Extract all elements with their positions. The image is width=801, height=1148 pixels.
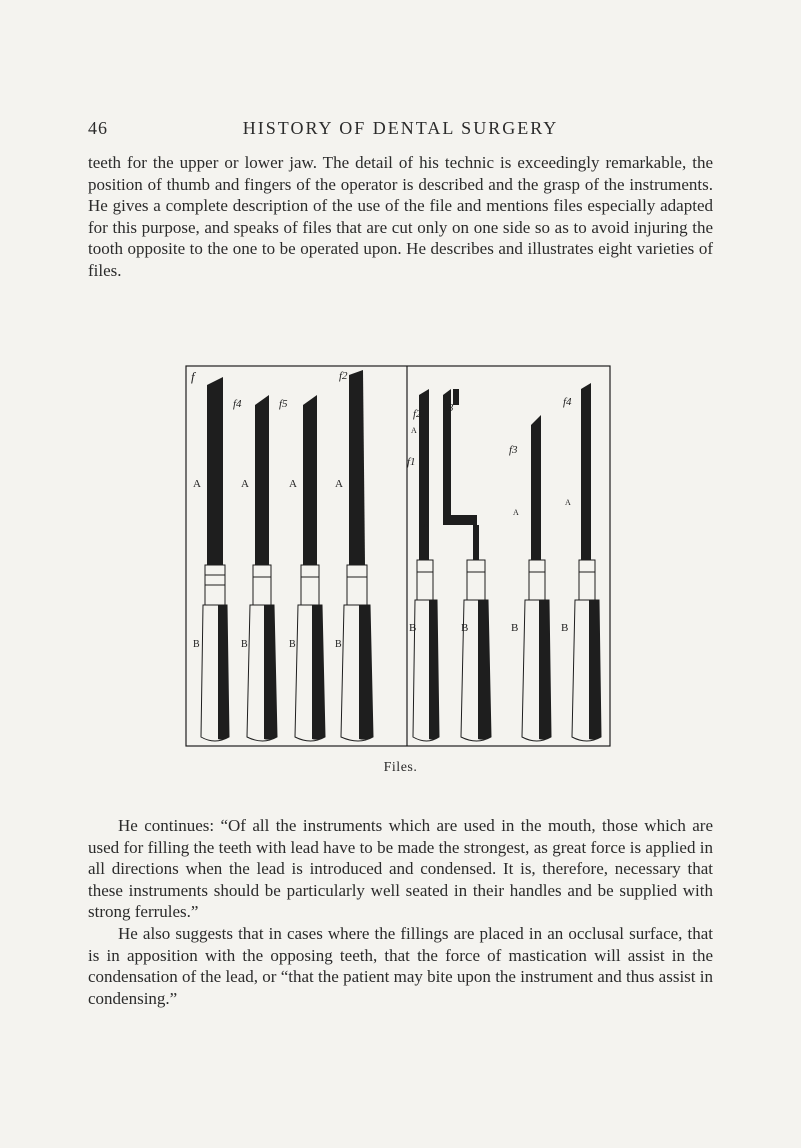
label-a-5: A [411, 426, 417, 435]
page-header [0, 118, 801, 142]
running-head: HISTORY OF DENTAL SURGERY [242, 118, 559, 138]
label-b-8: B [561, 622, 569, 634]
label-a-3: A [289, 478, 297, 490]
paragraph-3-text: He also suggests that in cases where the fillings are placed in an occlusal surface, that is in apposition with the opposing teeth, that the force of mastication will assist in the condensation of the lead, or “that the patient may bite upon the instrument and thus assist in condensing.” [88, 924, 713, 1008]
file-2 [247, 395, 277, 741]
file-5 [413, 389, 439, 741]
figure-caption: Files. [383, 760, 418, 775]
file-1 [201, 377, 229, 741]
files-engraving [185, 365, 611, 747]
files-illustration [185, 365, 611, 747]
label-b-2: B [241, 639, 248, 650]
label-a-6: A [423, 520, 429, 529]
label-a-2: A [241, 478, 249, 490]
paragraph-2-text: He continues: “Of all the instruments which are used in the mouth, those which are used for filling the teeth with lead have to be made the strongest, as great force is applied in all directions when the lead is introduced and condensed. It is, therefore, necessary that these instruments should be particularly well seated in their handles and be supplied with strong ferrules.” [88, 816, 713, 922]
label-f2-right: f2 [413, 408, 422, 420]
label-b-6: B [461, 622, 469, 634]
file-4 [341, 370, 373, 741]
label-f3-mid: f3 [509, 444, 518, 456]
paragraph-1 [88, 152, 713, 282]
label-f4-left: f4 [233, 398, 242, 410]
label-f: f [191, 369, 195, 384]
label-b-5: B [409, 622, 417, 634]
file-3 [295, 395, 325, 741]
label-a-4: A [335, 478, 343, 490]
label-b-3: B [289, 639, 296, 650]
label-b-1: B [193, 639, 200, 650]
file-6 [443, 389, 491, 741]
page-number: 46 [88, 118, 108, 138]
label-b-7: B [511, 622, 519, 634]
file-8 [572, 383, 601, 741]
paragraph-2 [88, 815, 713, 923]
label-b-4: B [335, 639, 342, 650]
label-f2-left: f2 [339, 370, 348, 382]
label-f1-right: f1 [407, 456, 416, 468]
label-a-1: A [193, 478, 201, 490]
label-f3-right: f3 [445, 402, 454, 414]
file-7 [522, 415, 551, 741]
label-f4-right: f4 [563, 396, 572, 408]
paragraph-1-text: teeth for the upper or lower jaw. The detail of his technic is exceedingly remarkable, the position of thumb and fingers of the operator is described and the grasp of the instruments. He gives a complete description of the use of the file and mentions files especially adapted for this purpose, and speaks of files that are cut only on one side so as to avoid injuring the tooth opposite to the one to be operated upon. He describes and illustrates eight varieties of files. [88, 153, 713, 280]
label-a-7: A [513, 508, 519, 517]
label-a-8: A [565, 498, 571, 507]
paragraph-3 [88, 923, 713, 1009]
label-f5-left: f5 [279, 398, 288, 410]
